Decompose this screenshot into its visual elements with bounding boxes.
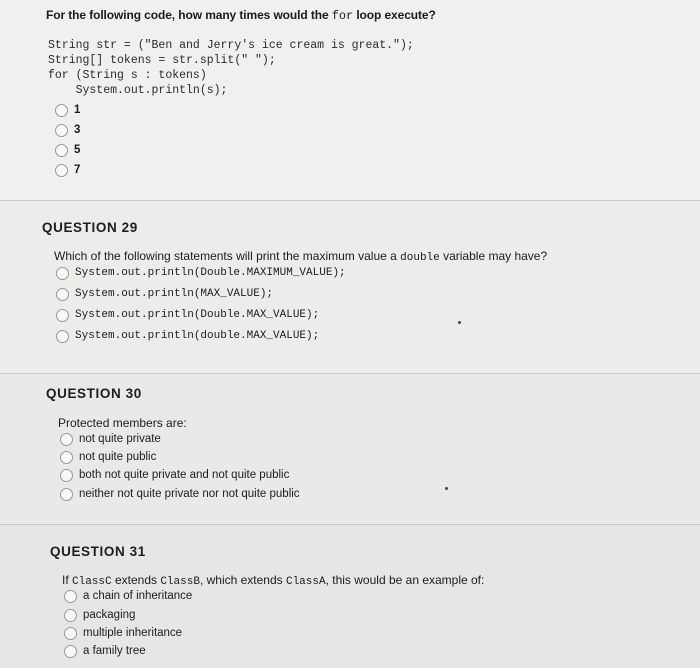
q31-option-3[interactable] <box>64 624 182 642</box>
q29-prompt-text-2: variable may have? <box>439 249 548 263</box>
q30-option-4[interactable] <box>60 485 300 503</box>
radio-button[interactable] <box>64 627 77 640</box>
q29-prompt <box>54 249 547 264</box>
q30-heading: QUESTION 30 <box>46 386 142 401</box>
radio-button[interactable] <box>56 309 69 322</box>
stray-dot <box>458 321 461 324</box>
q31-option-3-label: multiple inheritance <box>83 627 183 639</box>
q28-code-line-1: String str = ("Ben and Jerry's ice cream is great."); <box>48 39 414 52</box>
q31-prompt-text-2: extends <box>111 573 161 587</box>
q29-option-2[interactable] <box>56 285 273 303</box>
q31-prompt-code-1: ClassC <box>72 576 112 588</box>
q31-option-1-label: a chain of inheritance <box>83 590 193 602</box>
q29-option-2-label: System.out.println(MAX_VALUE); <box>75 288 274 300</box>
q29-prompt-text-1: Which of the following statements will print the maximum value a <box>54 249 401 263</box>
q31-prompt-code-3: ClassA <box>285 576 326 588</box>
q30-option-2-label: not quite public <box>79 451 157 463</box>
q28-option-4[interactable] <box>55 161 80 179</box>
q31-option-4[interactable] <box>64 642 146 660</box>
radio-button[interactable] <box>56 330 69 343</box>
q28-option-2-label: 3 <box>74 124 81 136</box>
q28-prompt-text-2: loop execute? <box>353 8 436 22</box>
q31-prompt-text-4: , this would be an example of: <box>325 573 485 587</box>
q28-option-4-label: 7 <box>74 164 81 176</box>
q29-option-3-label: System.out.println(Double.MAX_VALUE); <box>75 309 320 321</box>
q30-option-3-label: both not quite private and not quite public <box>79 469 290 481</box>
radio-button[interactable] <box>60 433 73 446</box>
radio-button[interactable] <box>55 144 68 157</box>
radio-button[interactable] <box>55 104 68 117</box>
radio-button[interactable] <box>56 288 69 301</box>
q31-option-2[interactable] <box>64 606 135 624</box>
q30-option-1[interactable] <box>60 430 161 448</box>
q31-prompt-code-2: ClassB <box>160 576 200 588</box>
q28-option-2[interactable] <box>55 121 80 139</box>
q31-prompt-text-1: If <box>62 573 73 587</box>
question-28-panel <box>0 0 700 200</box>
q31-option-4-label: a family tree <box>83 645 146 657</box>
q28-code-line-3: for (String s : tokens) <box>48 69 207 82</box>
q28-option-3[interactable] <box>55 141 80 159</box>
q28-code-line-2: String[] tokens = str.split(" "); <box>48 54 276 67</box>
radio-button[interactable] <box>56 267 69 280</box>
q29-prompt-code: double <box>400 252 440 264</box>
q28-code-line-4: System.out.println(s); <box>48 84 228 97</box>
q30-option-4-label: neither not quite private nor not quite public <box>79 488 300 500</box>
q28-option-1-label: 1 <box>74 104 81 116</box>
q28-prompt-code: for <box>331 9 354 23</box>
q29-option-1[interactable] <box>56 264 346 282</box>
q29-option-1-label: System.out.println(Double.MAXIMUM_VALUE); <box>75 267 346 279</box>
radio-button[interactable] <box>60 488 73 501</box>
radio-button[interactable] <box>55 164 68 177</box>
q31-option-2-label: packaging <box>83 609 136 621</box>
q30-prompt: Protected members are: <box>58 416 187 430</box>
q29-option-4-label: System.out.println(double.MAX_VALUE); <box>75 330 320 342</box>
radio-button[interactable] <box>55 124 68 137</box>
q28-option-1[interactable] <box>55 101 80 119</box>
radio-button[interactable] <box>64 645 77 658</box>
radio-button[interactable] <box>60 469 73 482</box>
q30-option-1-label: not quite private <box>79 433 161 445</box>
q28-prompt-text-1: For the following code, how many times would the <box>46 8 332 22</box>
q31-option-1[interactable] <box>64 587 192 605</box>
q29-option-4[interactable] <box>56 327 319 345</box>
q30-option-3[interactable] <box>60 466 289 484</box>
q28-prompt <box>46 8 436 23</box>
stray-dot <box>445 487 448 490</box>
q30-option-2[interactable] <box>60 448 156 466</box>
radio-button[interactable] <box>64 609 77 622</box>
radio-button[interactable] <box>64 590 77 603</box>
radio-button[interactable] <box>60 451 73 464</box>
q28-option-3-label: 5 <box>74 144 81 156</box>
q29-heading: QUESTION 29 <box>42 220 138 235</box>
q29-option-3[interactable] <box>56 306 319 324</box>
q31-heading: QUESTION 31 <box>50 544 146 559</box>
q31-prompt-text-3: , which extends <box>199 573 286 587</box>
q31-prompt <box>62 573 484 588</box>
